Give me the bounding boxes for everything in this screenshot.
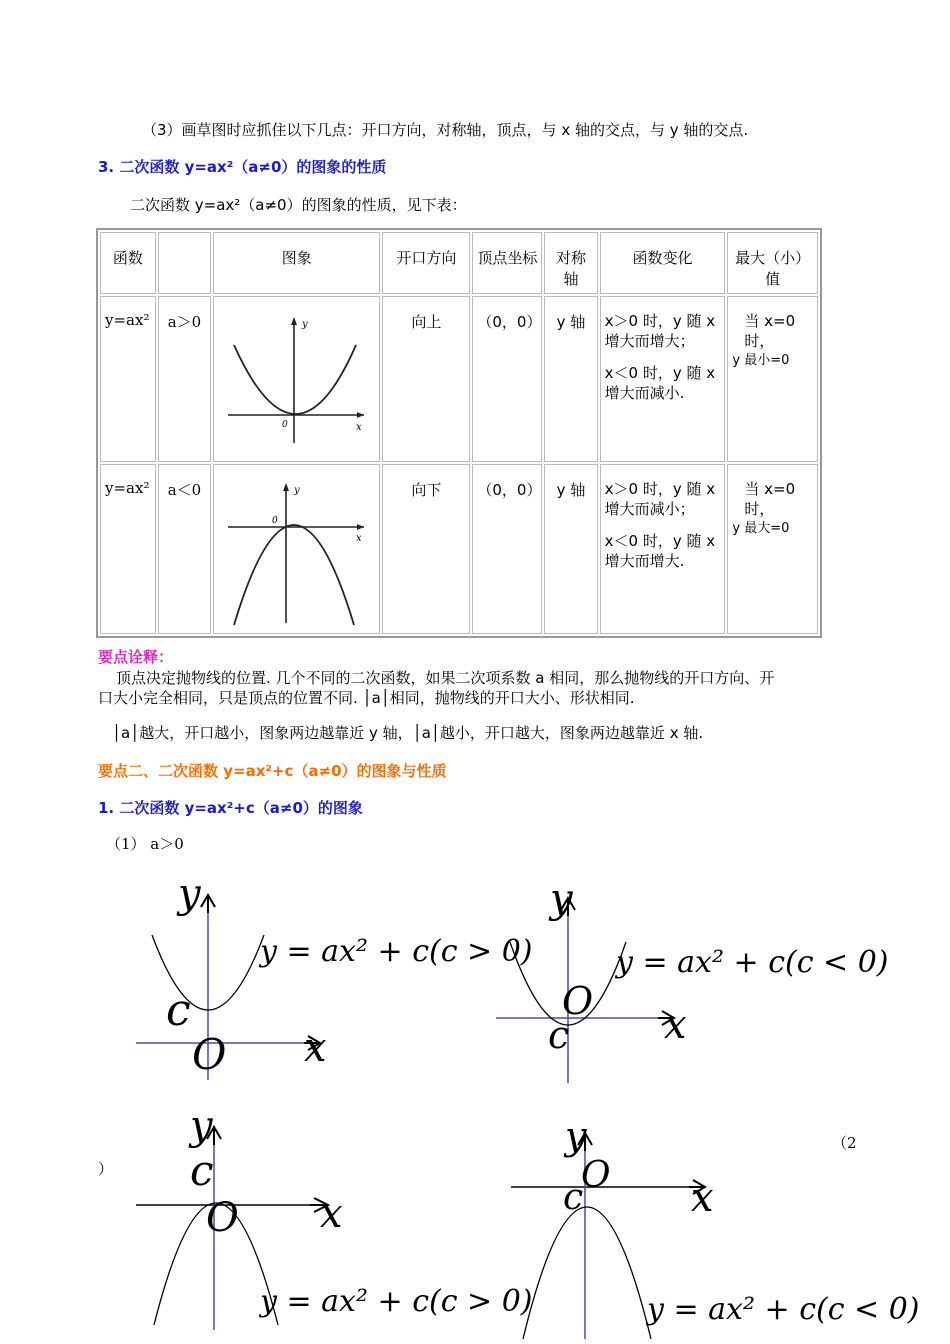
- x-axis-label: x: [356, 533, 362, 544]
- row1-condition: a＞0: [158, 296, 211, 462]
- case2-label-end: ）: [98, 1160, 114, 1178]
- graph-a-neg-c-neg: [505, 1114, 920, 1343]
- note-paragraph-line2: 口大小完全相同，只是顶点的位置不同. │a│相同，抛物线的开口大小、形状相同.: [98, 689, 635, 707]
- row2-change-negative: x＜0 时，y 随 x 增大而增大.: [604, 532, 716, 570]
- c-label: c: [166, 985, 191, 1036]
- header-change: 函数变化: [600, 232, 726, 294]
- equation-label: y = ax² + c(c > 0): [260, 1284, 533, 1319]
- parabola-up-graph: [214, 297, 372, 457]
- x-axis-label: x: [356, 422, 362, 433]
- equation-label: y = ax² + c(c < 0): [616, 945, 889, 980]
- row2-graph: [213, 464, 380, 634]
- header-axis: 对称轴: [544, 232, 597, 294]
- c-label: c: [563, 1177, 584, 1218]
- graph-a-pos-c-pos: [130, 871, 533, 1085]
- case1-label: （1） a＞0: [106, 835, 184, 853]
- equation-label: y = ax² + c(c < 0): [647, 1292, 920, 1327]
- header-graph: 图象: [213, 232, 380, 294]
- note-paragraph-2: │a│越大，开口越小，图象两边越靠近 y 轴，│a│越小，开口越大，图象两边越靠近 x 轴.: [112, 724, 704, 742]
- y-axis-label: y: [190, 1103, 213, 1149]
- row2-vertex: （0，0）: [472, 464, 542, 634]
- section-heading: 要点二、二次函数 y=ax²+c（a≠0）的图象与性质: [98, 762, 447, 780]
- row1-vertex: （0，0）: [472, 296, 542, 462]
- x-axis-label: x: [664, 1002, 687, 1048]
- y-axis-label: y: [565, 1114, 587, 1158]
- origin-label: 0: [272, 516, 278, 526]
- header-function: 函数: [100, 232, 156, 294]
- row2-change: [600, 464, 726, 634]
- header-direction: 开口方向: [382, 232, 470, 294]
- origin-label: O: [192, 1030, 227, 1079]
- note-paragraph-line1: 顶点决定抛物线的位置. 几个不同的二次函数，如果二次项系数 a 相同，那么抛物线的开口方向、开: [116, 669, 775, 687]
- row2-extreme: [727, 464, 818, 634]
- graph-a-pos-c-neg: [490, 876, 889, 1088]
- header-blank: [158, 232, 211, 294]
- row1-extreme: [727, 296, 818, 462]
- row2-direction: 向下: [382, 464, 470, 634]
- intro-text: 二次函数 y=ax²（a≠0）的图象的性质，见下表：: [130, 196, 467, 214]
- graph-a-neg-c-pos: [130, 1103, 533, 1335]
- x-axis-label: x: [691, 1175, 714, 1221]
- x-axis-label: x: [320, 1191, 343, 1237]
- origin-label: 0: [282, 420, 288, 430]
- row1-graph: [213, 296, 380, 462]
- note-title: 要点诠释：: [98, 648, 174, 666]
- header-vertex: 顶点坐标: [472, 232, 542, 294]
- subheading-graph: 1. 二次函数 y=ax²+c（a≠0）的图象: [98, 799, 363, 817]
- row1-axis: y 轴: [544, 296, 597, 462]
- row1-extreme-line2: y 最小=0: [732, 353, 790, 368]
- row2-axis: y 轴: [544, 464, 597, 634]
- properties-table: [96, 228, 822, 638]
- heading-properties: 3. 二次函数 y=ax²（a≠0）的图象的性质: [98, 158, 387, 176]
- row1-direction: 向上: [382, 296, 470, 462]
- row1-extreme-line1: 当 x=0 时，: [744, 312, 796, 350]
- y-axis-label: y: [550, 876, 573, 922]
- row2-condition: a＜0: [158, 464, 211, 634]
- y-axis-label: y: [302, 319, 308, 330]
- c-label: c: [190, 1146, 214, 1195]
- case2-label-start: （2: [832, 1134, 857, 1152]
- equation-label: y = ax² + c(c > 0): [260, 934, 533, 969]
- row1-change-positive: x＞0 时，y 随 x 增大而增大；: [604, 312, 716, 350]
- y-axis-label: y: [178, 871, 201, 917]
- c-label: c: [548, 1013, 570, 1057]
- row2-extreme-line2: y 最大=0: [732, 521, 790, 536]
- header-extreme: 最大（小）值: [727, 232, 818, 294]
- row1-function: y=ax²: [100, 296, 156, 462]
- text-line-drawing-tips: （3）画草图时应抓住以下几点：开口方向，对称轴，顶点，与 x 轴的交点，与 y 轴的交点.: [142, 121, 749, 139]
- row2-extreme-line1: 当 x=0 时，: [744, 480, 796, 518]
- origin-label: O: [581, 1155, 611, 1196]
- row2-change-positive: x＞0 时，y 随 x 增大而减小；: [604, 480, 716, 518]
- origin-label: O: [206, 1195, 239, 1241]
- row1-change: [600, 296, 726, 462]
- parabola-down-graph: [214, 465, 372, 629]
- row2-function: y=ax²: [100, 464, 156, 634]
- y-axis-label: y: [294, 485, 300, 496]
- x-axis-label: x: [304, 1025, 327, 1071]
- row1-change-negative: x＜0 时，y 随 x 增大而减小.: [604, 364, 716, 402]
- origin-label: O: [562, 979, 594, 1023]
